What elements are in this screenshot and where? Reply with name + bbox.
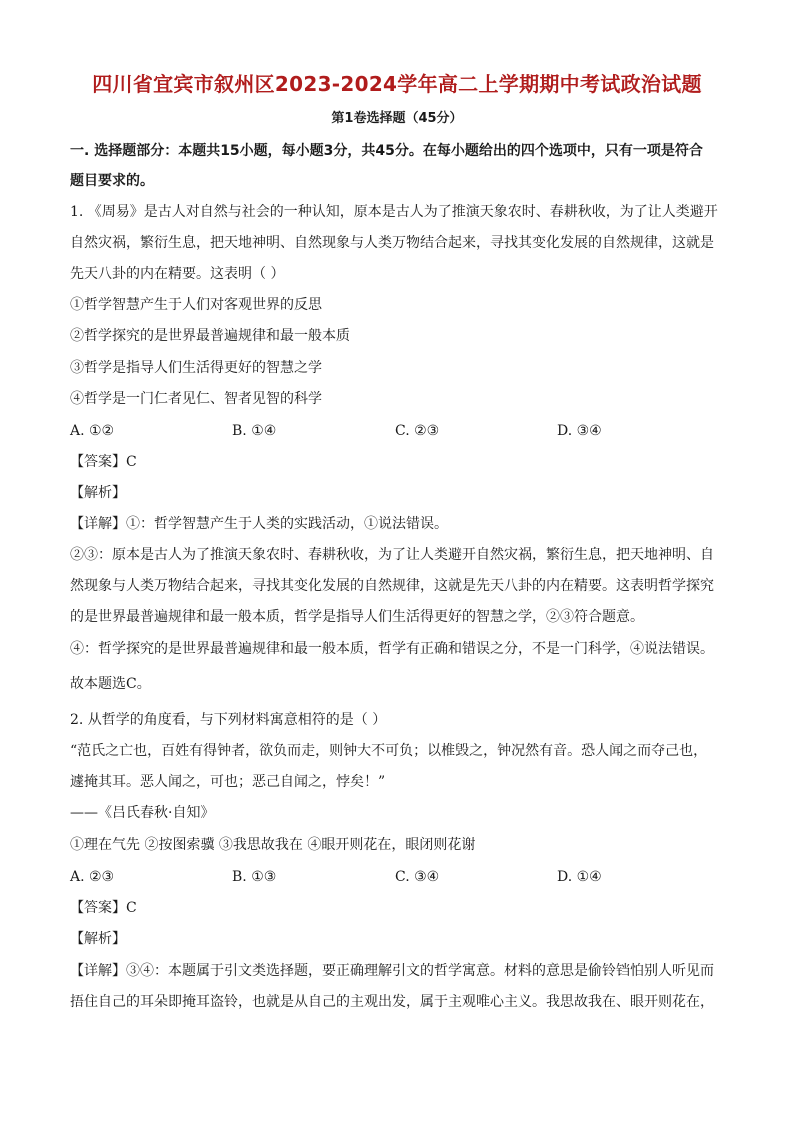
q1-analysis-label: 【解析】 xyxy=(70,485,126,501)
q2-answer: 【答案】C xyxy=(70,900,137,916)
q1-detail-line-1: 【详解】①：哲学智慧产生于人类的实践活动，①说法错误。 xyxy=(70,516,448,532)
q2-option-a: A. ②③ xyxy=(70,869,115,885)
q2-quote-source: ——《吕氏春秋·自知》 xyxy=(70,805,215,821)
q1-detail-line-2: ②③：原本是古人为了推演天象农时、春耕秋收，为了让人类避开自然灾祸，繁衍生息，把天地神明、自 xyxy=(70,547,714,563)
q1-option-a: A. ①② xyxy=(70,423,115,439)
section-subtitle: 第1卷选择题（45分） xyxy=(331,111,463,126)
q2-stem-line-1: 2. 从哲学的角度看，与下列材料寓意相符的是（ ） xyxy=(70,712,387,728)
q1-answer: 【答案】C xyxy=(70,454,137,470)
q1-item-2: ②哲学探究的是世界最普遍规律和最一般本质 xyxy=(70,328,350,344)
section-instruction-line-2: 题目要求的。 xyxy=(70,173,154,189)
section-instruction-line-1: 一. 选择题部分：本题共15小题，每小题3分，共45分。在每小题给出的四个选项中，只有一项是符合 xyxy=(70,143,703,159)
q1-stem-line-1: 1. 《周易》是古人对自然与社会的一种认知，原本是古人为了推演天象农时、春耕秋收，为了让人类避开 xyxy=(70,204,718,220)
q2-quote-line-2: 遽掩其耳。恶人闻之，可也；恶己自闻之，悖矣！” xyxy=(70,774,386,790)
q1-stem-line-2: 自然灾祸，繁衍生息，把天地神明、自然现象与人类万物结合起来，寻找其变化发展的自然规律，这就是 xyxy=(70,235,714,251)
q1-option-b: B. ①④ xyxy=(232,423,277,439)
q2-option-c: C. ③④ xyxy=(395,869,440,885)
q2-detail-line-1: 【详解】③④：本题属于引文类选择题，要正确理解引文的哲学寓意。材料的意思是偷铃铛怕别人听见而 xyxy=(70,963,714,979)
q2-detail-line-2: 捂住自己的耳朵即掩耳盗铃，也就是从自己的主观出发，属于主观唯心主义。我思故我在、眼开则花在， xyxy=(70,994,714,1010)
q1-item-1: ①哲学智慧产生于人们对客观世界的反思 xyxy=(70,297,322,313)
q2-option-d: D. ①④ xyxy=(557,869,602,885)
document-title: 四川省宜宾市叙州区2023-2024学年高二上学期期中考试政治试题 xyxy=(92,72,702,96)
q1-detail-line-3: 然现象与人类万物结合起来，寻找其变化发展的自然规律，这就是先天八卦的内在精要。这表明哲学探究 xyxy=(70,578,714,594)
q2-analysis-label: 【解析】 xyxy=(70,931,126,947)
q2-items: ①理在气先 ②按图索骥 ③我思故我在 ④眼开则花在，眼闭则花谢 xyxy=(70,837,476,853)
q1-conclusion: 故本题选C。 xyxy=(70,676,151,692)
q2-option-b: B. ①③ xyxy=(232,869,277,885)
q2-quote-line-1: “范氏之亡也，百姓有得钟者，欲负而走，则钟大不可负；以椎毁之，钟况然有音。恐人闻之而夺己也， xyxy=(70,743,708,759)
q1-stem-line-3: 先天八卦的内在精要。这表明（ ） xyxy=(70,266,285,282)
q1-detail-line-4: 的是世界最普遍规律和最一般本质，哲学是指导人们生活得更好的智慧之学，②③符合题意。 xyxy=(70,609,644,625)
q1-item-3: ③哲学是指导人们生活得更好的智慧之学 xyxy=(70,360,322,376)
q1-option-c: C. ②③ xyxy=(395,423,440,439)
q1-detail-line-5: ④：哲学探究的是世界最普遍规律和最一般本质，哲学有正确和错误之分，不是一门科学，④说法错误。 xyxy=(70,641,714,657)
q1-item-4: ④哲学是一门仁者见仁、智者见智的科学 xyxy=(70,391,322,407)
q1-option-d: D. ③④ xyxy=(557,423,602,439)
